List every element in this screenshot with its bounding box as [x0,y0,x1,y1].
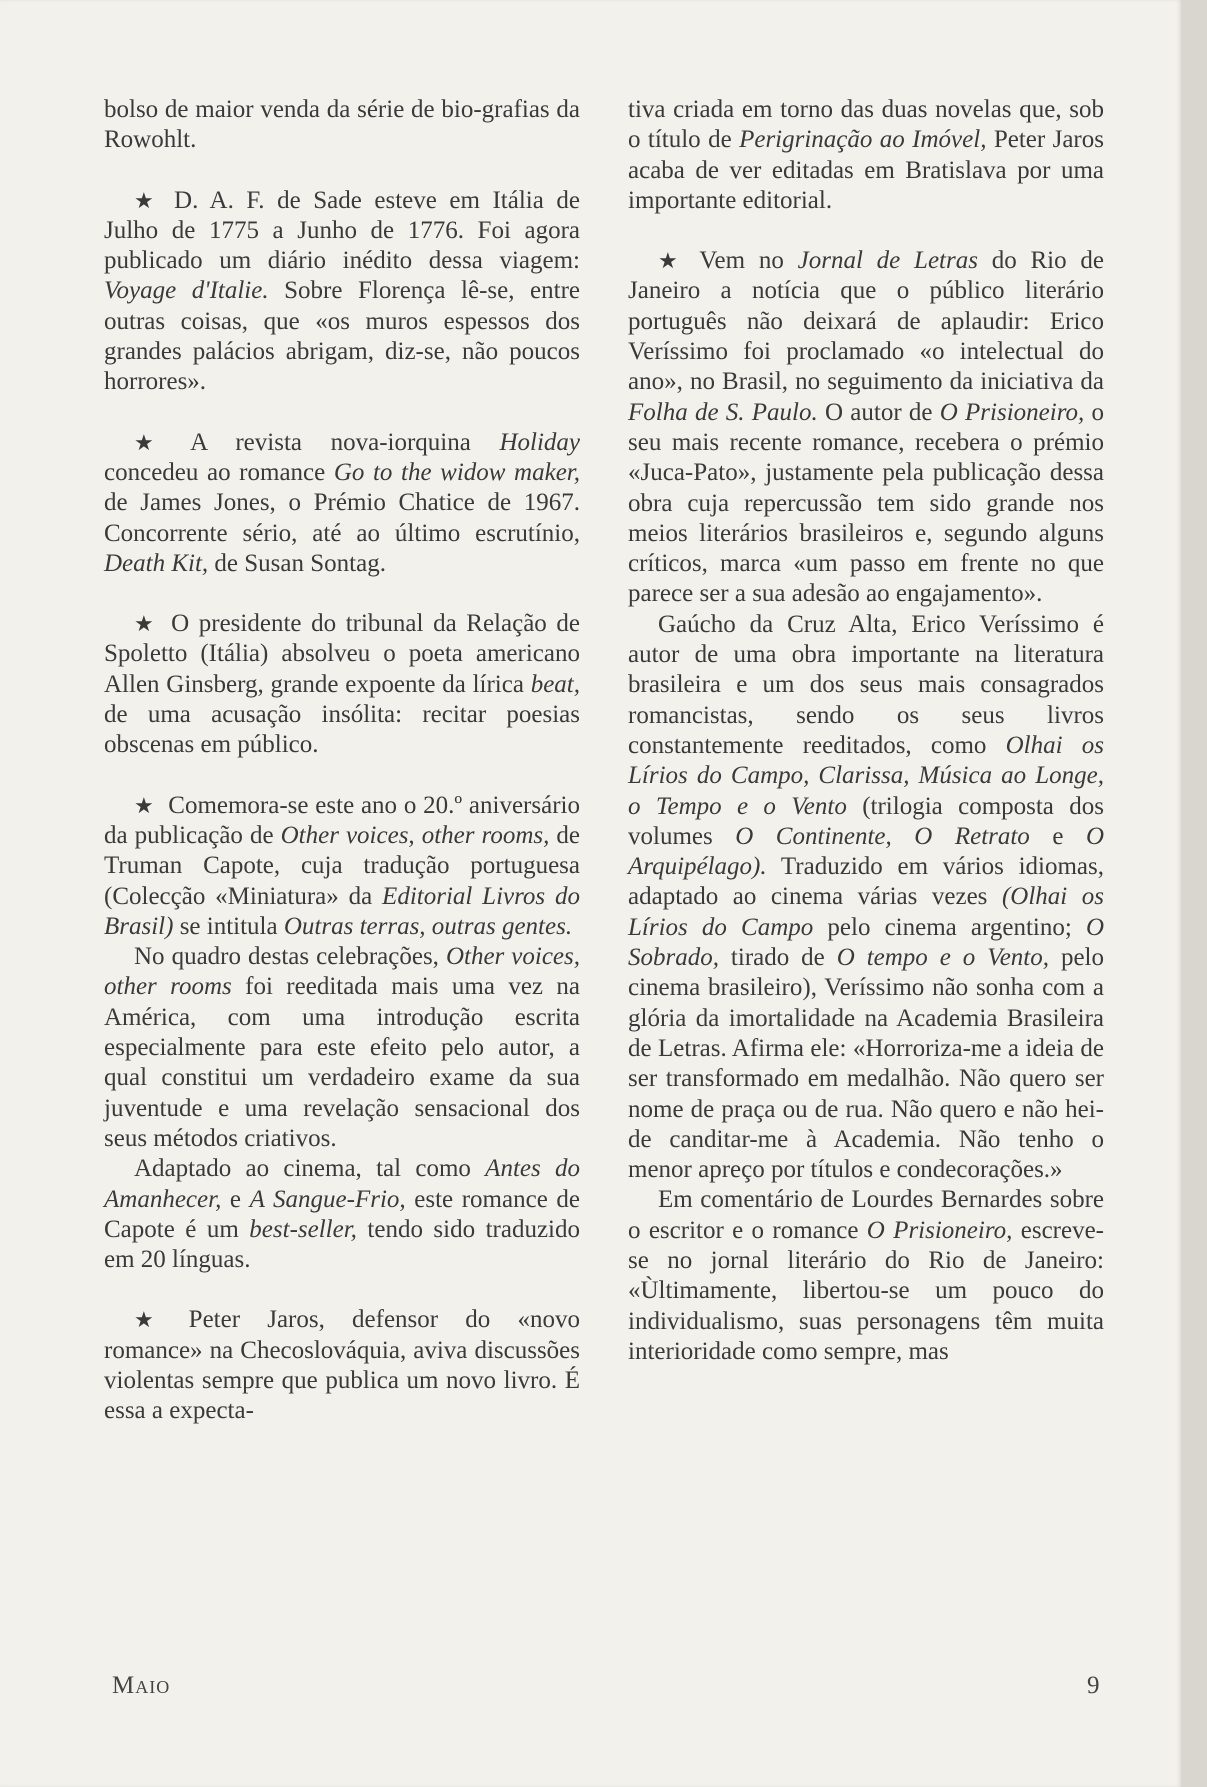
paragraph-gaucho: Gaúcho da Cruz Alta, Erico Veríssimo é autor de uma obra importante na literatura brasileira e um dos seus mais consagrados romancistas, sendo os seus livros constantemente reeditados, como Olhai os Lírios do Campo, Clarissa, Música ao Longe, o Tempo e o Vento (trilogia composta dos volumes O Continente, O Retrato e O Arquipélago). Traduzido em vários idiomas, adaptado ao cinema várias vezes (Olhai os Lírios do Campo pelo cinema argentino; O Sobrado, tirado de O tempo e o Vento, pelo cinema brasileiro), Veríssimo não sonha com a glória da imortalidade na Academia Brasileira de Letras. Afirma ele: «Horroriza-me a ideia de ser transformado em medalhão. Não quero ser nome de praça ou de rua. Não quero e não hei-de canditar-me à Academia. Não tenho o menor apreço por títulos e condecorações.» [628,610,1104,1184]
page-number: 9 [1087,1672,1100,1699]
star-icon: ★ [134,1307,175,1333]
paragraph-celebrations: No quadro destas celebrações, Other voices, other rooms foi reeditada mais uma vez na América, com uma introdução escrita especialmente para este efeito pelo autor, a qual constitui um verdadeiro exame da sua juventude e uma revelação sensacional dos seus métodos criativos. [104,943,581,1152]
right-column [628,95,1104,1367]
star-icon: ★ [134,187,161,213]
paragraph-lourdes: Em comentário de Lourdes Bernardes sobre o escritor e o romance O Prisioneiro, escreve-se no jornal literário do Rio de Janeiro: «Ùltimamente, libertou-se um pouco do individualismo, suas personagens têm muita interioridade como sempre, mas [628,1186,1105,1365]
news-item-verissimo: ★ Vem no Jornal de Letras do Rio de Janeiro a notícia que o público literário português não deixará de aplaudir: Erico Veríssimo foi proclamado «o intelectual do ano», no Brasil, no seguimento da iniciativa da Folha de S. Paulo. O autor de O Prisioneiro, o seu mais recente romance, recebera o prémio «Juca-Pato», justamente pela publicação dessa obra cuja repercussão tem sido grande nos meios literários brasileiros e, segundo alguns críticos, marca «um passo em frente no que parece ser a sua adesão ao engajamento». [628,247,1104,608]
paragraph-adaptation: Adaptado ao cinema, tal como Antes do Amanhecer, e A Sangue-Frio, este romance de Capote é um best-seller, tendo sido traduzido em 20 línguas. [104,1155,580,1274]
footer-month: Maio [112,1672,171,1699]
news-item-jaros: ★ Peter Jaros, defensor do «novo romance» na Checoslováquia, aviva discussões violentas sempre que publica um novo livro. É essa a expecta- [104,1306,580,1425]
news-item-capote: ★ Comemora-se este ano o 20.º aniversário da publicação de Other voices, other rooms, de Truman Capote, cuja tradução portuguesa (Colecção «Miniatura» da Editorial Livros do Brasil) se intitula Outras terras, outras gentes. [104,791,580,940]
news-item-holiday: ★ A revista nova-iorquina Holiday concedeu ao romance Go to the widow maker, de James Jones, o Prémio Chatice de 1967. Concorrente sério, até ao último escrutínio, Death Kit, de Susan Sontag. [104,428,580,577]
paragraph-rowohlt: bolso de maior venda da série de bio-grafias da Rowohlt. [104,96,580,154]
star-icon: ★ [134,611,158,637]
news-item-ginsberg: ★ O presidente do tribunal da Relação de Spoletto (Itália) absolveu o poeta americano Allen Ginsberg, grande expoente da lírica beat, de uma acusação insólita: recitar poesias obscenas em público. [104,610,580,759]
star-icon: ★ [134,429,177,455]
paragraph-jaros-continued: tiva criada em torno das duas novelas que, sob o título de Perigrinação ao Imóvel, Peter Jaros acaba de ver editadas em Bratislava por uma importante editorial. [628,96,1104,214]
star-icon: ★ [658,248,686,274]
star-icon: ★ [134,792,155,818]
news-item-sade: ★ D. A. F. de Sade esteve em Itália de Julho de 1775 a Junho de 1776. Foi agora publicado um diário inédito dessa viagem: Voyage d'Italie. Sobre Florença lê-se, entre outras coisas, que «os muros espessos dos grandes palácios abrigam, diz-se, não poucos horrores». [104,186,580,396]
left-column [104,95,580,1427]
